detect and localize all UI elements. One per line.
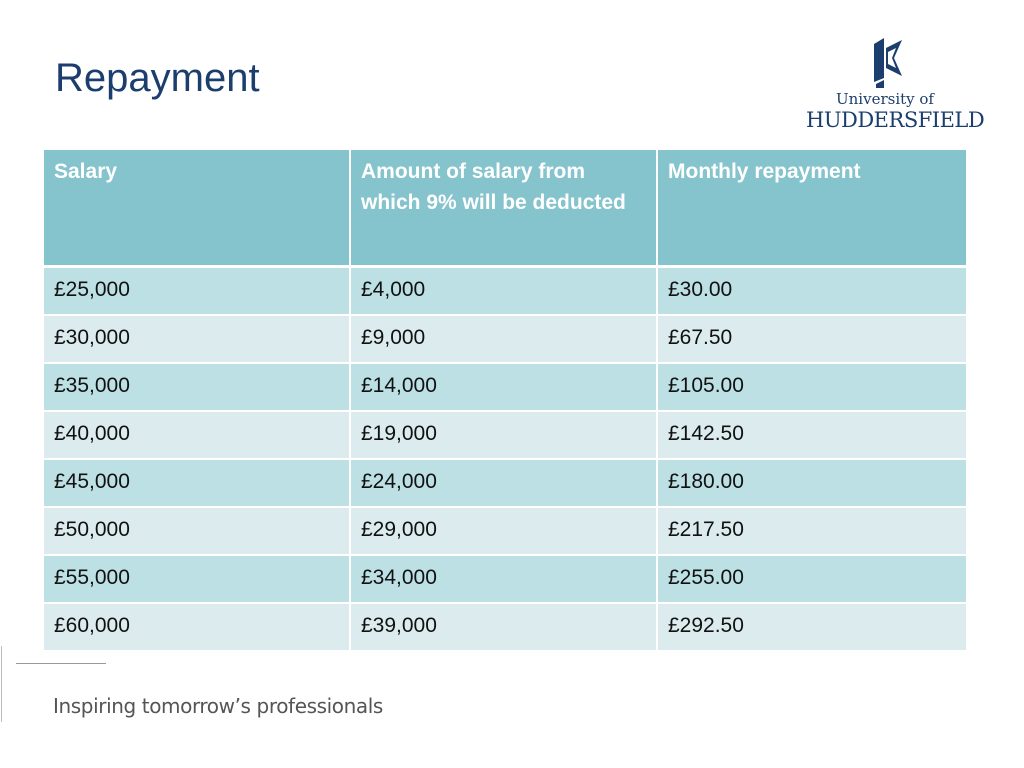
cell-monthly-repayment: £105.00 xyxy=(658,364,966,412)
footer-tagline: Inspiring tomorrow’s professionals xyxy=(53,694,383,718)
table-row xyxy=(44,412,966,460)
cell-salary: £35,000 xyxy=(44,364,351,412)
cell-deductible-amount: £19,000 xyxy=(351,412,658,460)
cell-monthly-repayment: £30.00 xyxy=(658,268,966,316)
cell-salary: £30,000 xyxy=(44,316,351,364)
table-row xyxy=(44,508,966,556)
cell-monthly-repayment: £142.50 xyxy=(658,412,966,460)
cell-monthly-repayment: £180.00 xyxy=(658,460,966,508)
logo-text-huddersfield: HUDDERSFIELD xyxy=(806,108,985,132)
header-salary: Salary xyxy=(44,150,351,268)
table-header-row xyxy=(44,150,966,268)
cell-deductible-amount: £9,000 xyxy=(351,316,658,364)
cell-salary: £50,000 xyxy=(44,508,351,556)
cell-monthly-repayment: £217.50 xyxy=(658,508,966,556)
university-logo xyxy=(806,38,985,138)
cell-deductible-amount: £34,000 xyxy=(351,556,658,604)
table-row xyxy=(44,460,966,508)
table-row xyxy=(44,604,966,652)
cell-salary: £40,000 xyxy=(44,412,351,460)
university-crest-icon xyxy=(872,38,904,88)
table-row xyxy=(44,268,966,316)
slide-title: Repayment xyxy=(55,56,260,100)
cell-deductible-amount: £14,000 xyxy=(351,364,658,412)
table-row xyxy=(44,556,966,604)
repayment-table xyxy=(44,150,966,652)
footer-divider-horizontal xyxy=(16,663,106,664)
cell-monthly-repayment: £255.00 xyxy=(658,556,966,604)
cell-monthly-repayment: £292.50 xyxy=(658,604,966,652)
header-monthly-repayment: Monthly repayment xyxy=(658,150,966,268)
cell-salary: £55,000 xyxy=(44,556,351,604)
table-row xyxy=(44,316,966,364)
logo-text-university-of: University of xyxy=(836,90,934,108)
header-deductible-amount: Amount of salary from which 9% will be deducted xyxy=(351,150,658,268)
cell-salary: £60,000 xyxy=(44,604,351,652)
cell-deductible-amount: £4,000 xyxy=(351,268,658,316)
cell-deductible-amount: £39,000 xyxy=(351,604,658,652)
cell-deductible-amount: £24,000 xyxy=(351,460,658,508)
cell-deductible-amount: £29,000 xyxy=(351,508,658,556)
cell-salary: £45,000 xyxy=(44,460,351,508)
cell-monthly-repayment: £67.50 xyxy=(658,316,966,364)
cell-salary: £25,000 xyxy=(44,268,351,316)
footer-divider-vertical xyxy=(1,646,2,722)
table-row xyxy=(44,364,966,412)
